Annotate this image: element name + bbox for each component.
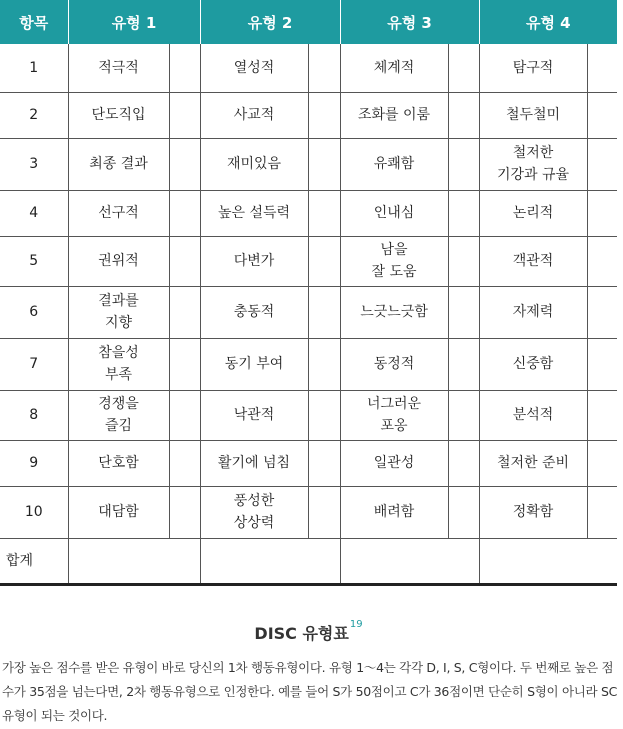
type-1-score-cell[interactable] bbox=[169, 92, 200, 138]
type-4-score-cell[interactable] bbox=[587, 92, 617, 138]
table-row bbox=[0, 486, 617, 538]
type-2-score-cell[interactable] bbox=[308, 44, 340, 92]
type-1-trait: 권위적 bbox=[68, 236, 169, 286]
type-2-trait: 열성적 bbox=[200, 44, 308, 92]
type-2-trait: 다변가 bbox=[200, 236, 308, 286]
row-number: 1 bbox=[0, 44, 68, 92]
header-type-1: 유형 1 bbox=[68, 0, 200, 44]
type-2-trait: 사교적 bbox=[200, 92, 308, 138]
type-1-score-cell[interactable] bbox=[169, 338, 200, 390]
type-2-trait: 풍성한 상상력 bbox=[200, 486, 308, 538]
row-number: 2 bbox=[0, 92, 68, 138]
table-row bbox=[0, 92, 617, 138]
type-1-trait: 경쟁을 즐김 bbox=[68, 390, 169, 440]
row-number: 9 bbox=[0, 440, 68, 486]
type-1-score-cell[interactable] bbox=[169, 236, 200, 286]
type-3-score-cell[interactable] bbox=[448, 286, 479, 338]
type-4-trait: 정확함 bbox=[479, 486, 587, 538]
type-3-score-cell[interactable] bbox=[448, 486, 479, 538]
type-1-trait: 단호함 bbox=[68, 440, 169, 486]
type-2-trait: 높은 설득력 bbox=[200, 190, 308, 236]
type-1-score-cell[interactable] bbox=[169, 486, 200, 538]
row-number: 5 bbox=[0, 236, 68, 286]
total-label: 합계 bbox=[0, 538, 68, 584]
type-3-trait: 인내심 bbox=[340, 190, 448, 236]
table-caption bbox=[0, 621, 617, 644]
type-3-trait: 유쾌함 bbox=[340, 138, 448, 190]
type-1-trait: 대담함 bbox=[68, 486, 169, 538]
type-1-score-cell[interactable] bbox=[169, 440, 200, 486]
row-number: 8 bbox=[0, 390, 68, 440]
type-3-trait: 체계적 bbox=[340, 44, 448, 92]
type-4-trait: 철두철미 bbox=[479, 92, 587, 138]
type-4-trait: 분석적 bbox=[479, 390, 587, 440]
type-4-trait: 철저한 준비 bbox=[479, 440, 587, 486]
type-4-trait: 논리적 bbox=[479, 190, 587, 236]
type-1-score-cell[interactable] bbox=[169, 44, 200, 92]
type-2-total-cell[interactable] bbox=[200, 538, 340, 584]
type-1-total-cell[interactable] bbox=[68, 538, 200, 584]
type-2-trait: 충동적 bbox=[200, 286, 308, 338]
type-1-score-cell[interactable] bbox=[169, 390, 200, 440]
footnote-marker: 19 bbox=[349, 619, 363, 630]
type-3-trait: 남을 잘 도움 bbox=[340, 236, 448, 286]
type-4-trait: 신중함 bbox=[479, 338, 587, 390]
type-2-trait: 동기 부여 bbox=[200, 338, 308, 390]
type-3-score-cell[interactable] bbox=[448, 190, 479, 236]
type-1-trait: 최종 결과 bbox=[68, 138, 169, 190]
type-4-trait: 자제력 bbox=[479, 286, 587, 338]
type-4-score-cell[interactable] bbox=[587, 486, 617, 538]
header-type-4: 유형 4 bbox=[479, 0, 617, 44]
type-4-score-cell[interactable] bbox=[587, 286, 617, 338]
type-4-trait: 객관적 bbox=[479, 236, 587, 286]
type-1-trait: 단도직입 bbox=[68, 92, 169, 138]
type-2-score-cell[interactable] bbox=[308, 390, 340, 440]
type-3-score-cell[interactable] bbox=[448, 236, 479, 286]
type-1-score-cell[interactable] bbox=[169, 138, 200, 190]
table-row bbox=[0, 138, 617, 190]
table-row bbox=[0, 286, 617, 338]
type-4-trait: 철저한 기강과 규율 bbox=[479, 138, 587, 190]
table-row bbox=[0, 338, 617, 390]
type-1-trait: 선구적 bbox=[68, 190, 169, 236]
type-4-score-cell[interactable] bbox=[587, 190, 617, 236]
table-row bbox=[0, 236, 617, 286]
type-2-trait: 낙관적 bbox=[200, 390, 308, 440]
type-4-score-cell[interactable] bbox=[587, 44, 617, 92]
type-3-score-cell[interactable] bbox=[448, 138, 479, 190]
type-2-score-cell[interactable] bbox=[308, 190, 340, 236]
type-4-score-cell[interactable] bbox=[587, 390, 617, 440]
type-3-score-cell[interactable] bbox=[448, 390, 479, 440]
type-1-trait: 적극적 bbox=[68, 44, 169, 92]
type-3-trait: 조화를 이룸 bbox=[340, 92, 448, 138]
type-2-score-cell[interactable] bbox=[308, 338, 340, 390]
row-number: 10 bbox=[0, 486, 68, 538]
type-1-score-cell[interactable] bbox=[169, 286, 200, 338]
header-type-3: 유형 3 bbox=[340, 0, 479, 44]
type-3-score-cell[interactable] bbox=[448, 92, 479, 138]
table-row bbox=[0, 44, 617, 92]
type-2-score-cell[interactable] bbox=[308, 92, 340, 138]
type-3-score-cell[interactable] bbox=[448, 440, 479, 486]
type-4-total-cell[interactable] bbox=[479, 538, 617, 584]
type-2-score-cell[interactable] bbox=[308, 440, 340, 486]
table-row bbox=[0, 190, 617, 236]
table-row bbox=[0, 440, 617, 486]
type-1-trait: 결과를 지향 bbox=[68, 286, 169, 338]
type-1-score-cell[interactable] bbox=[169, 190, 200, 236]
type-2-score-cell[interactable] bbox=[308, 486, 340, 538]
type-2-trait: 재미있음 bbox=[200, 138, 308, 190]
type-1-trait: 참을성 부족 bbox=[68, 338, 169, 390]
type-3-trait: 배려함 bbox=[340, 486, 448, 538]
type-4-score-cell[interactable] bbox=[587, 338, 617, 390]
caption-title: DISC 유형표 bbox=[254, 624, 349, 643]
type-2-score-cell[interactable] bbox=[308, 236, 340, 286]
type-3-score-cell[interactable] bbox=[448, 44, 479, 92]
row-number: 7 bbox=[0, 338, 68, 390]
type-4-score-cell[interactable] bbox=[587, 138, 617, 190]
type-2-trait: 활기에 넘침 bbox=[200, 440, 308, 486]
total-row bbox=[0, 538, 617, 584]
type-4-trait: 탐구적 bbox=[479, 44, 587, 92]
table-header-row bbox=[0, 0, 617, 44]
table-row bbox=[0, 390, 617, 440]
type-2-score-cell[interactable] bbox=[308, 286, 340, 338]
type-3-trait: 느긋느긋함 bbox=[340, 286, 448, 338]
description-paragraph: 가장 높은 점수를 받은 유형이 바로 당신의 1차 행동유형이다. 유형 1～4는 각각 D, I, S, C형이다. 두 번째로 높은 점수가 35점을 넘는다면, 2차 행동유형으로 인정한다. 예를 들어 S가 50점이고 C가 36점이면 단순히 S형이 아니라 SC유형이 되는 것이다. bbox=[2, 660, 618, 723]
row-number: 4 bbox=[0, 190, 68, 236]
type-4-score-cell[interactable] bbox=[587, 440, 617, 486]
header-item: 항목 bbox=[0, 0, 68, 44]
type-3-total-cell[interactable] bbox=[340, 538, 479, 584]
type-3-trait: 너그러운 포옹 bbox=[340, 390, 448, 440]
row-number: 6 bbox=[0, 286, 68, 338]
type-3-trait: 동정적 bbox=[340, 338, 448, 390]
type-2-score-cell[interactable] bbox=[308, 138, 340, 190]
row-number: 3 bbox=[0, 138, 68, 190]
type-3-trait: 일관성 bbox=[340, 440, 448, 486]
header-type-2: 유형 2 bbox=[200, 0, 340, 44]
type-3-score-cell[interactable] bbox=[448, 338, 479, 390]
type-4-score-cell[interactable] bbox=[587, 236, 617, 286]
